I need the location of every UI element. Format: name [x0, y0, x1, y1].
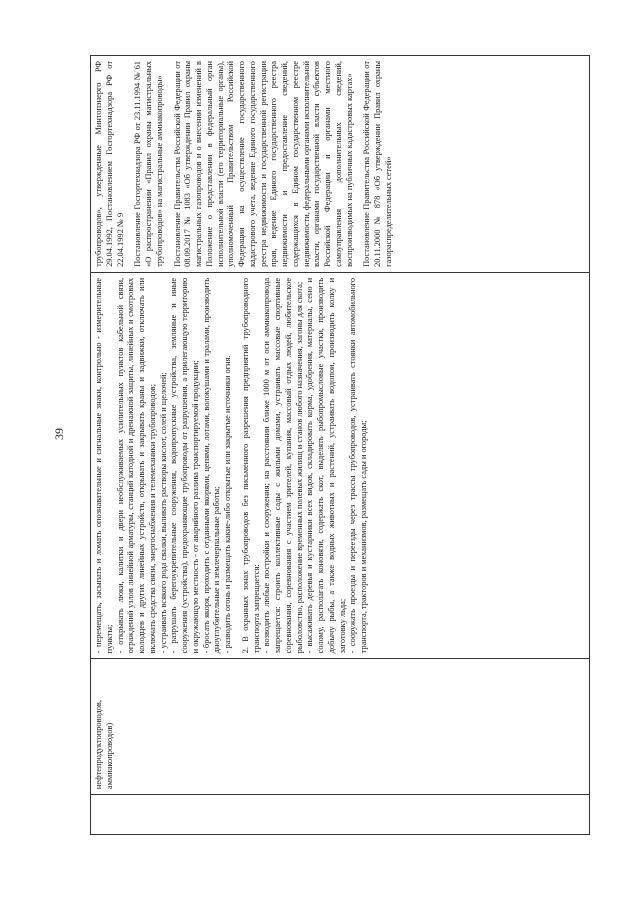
restriction-paragraph: - высаживать деревья и кустарники всех видов, складировать корма, удобрения, материалы, сено и солому, располагать коновязи, содержать скот, выделять рыбопромысловые участки, производить добычу рыбы, а также водных животных и растений, устраивать водопои, производить колку и заготовку льда; — [305, 277, 347, 654]
table-row — [91, 56, 590, 835]
restriction-paragraph: - возводить любые постройки и сооружения; на расстоянии ближе 1000 м от оси аммиакопровода запрещается: строить коллективные сады с жилыми домами, устраивать массовые спортивные соревнования, соревнования с участием зрителей, купания, массовый отдых людей, любительское рыболовство, расположение временных полевых жилищ и станов любого назначения, загоны для скота; — [262, 277, 304, 654]
regulation-table — [90, 55, 590, 835]
legal-paragraph: Постановление Правительства Российской Федерации от 08.09.2017 № 1083 «Об утверждении Правил охраны магистральных газопроводов и о внесении изменений в Положение о представлении в федеральный орган исполнительной власти (его территориальные органы), уполномоченный Правительством Российской Федерации на осуществление государственного кадастрового учета, ведение Единого государственного реестра недвижимости и государственной регистрации прав, ведение Единого государственного реестра недвижимости и предоставление сведений, содержащихся в Едином государственном реестре недвижимости, федеральными органами исполнительной власти, органами государственной власти субъектов Российской Федерации и органами местного самоуправления дополнительных сведений, воспроизводимых на публичных кадастровых картах» — [172, 61, 354, 267]
restriction-paragraph: - устраивать всякого рода свалки, выливать растворы кислот, солей и щелочей; — [158, 372, 168, 654]
restriction-paragraph: - сооружать проезды и переезды через трассы трубопроводов, устраивать стоянки автомобильного транспорта, тракторов и механизмов, размещать сады и огороды; — [348, 277, 368, 654]
cell-number — [91, 795, 590, 835]
restriction-paragraph: 2. В охранных зонах трубопроводов без письменного разрешения предприятий трубопроводного транспорта запрещается: — [240, 277, 261, 654]
paragraph-spacer — [234, 278, 241, 653]
restriction-paragraph: - бросать якоря, проходить с отданными якорями, цепями, лотами, волокушами и тралами, производить дноуглубительные и землечерпальные работы; — [201, 277, 222, 654]
paragraph-spacer — [355, 61, 362, 267]
rotated-table-container — [90, 55, 590, 835]
legal-paragraph: Постановление Правительства Российской Федерации от 20.11.2000 № 878 «Об утверждении Правил охраны газораспределительных сетей» — [362, 61, 393, 267]
legal-paragraph: трубопроводов», утвержденные Минтопэнерго РФ 29.04.1992, Постановлением Госгортехнадзора РФ от 22.04.1992 № 9 — [94, 61, 125, 267]
cell-legal-basis — [91, 56, 590, 273]
page-number: 39 — [52, 428, 66, 440]
restriction-paragraph: - разводить огонь и размещать какие-либо открытые или закрытые источники огня. — [223, 355, 232, 654]
paragraph-spacer — [166, 61, 173, 267]
paragraph-spacer — [126, 61, 133, 267]
restriction-paragraph: - перемещать, засыпать и ломать опознавательные и сигнальные знаки, контрольно - измерительные пункты; — [94, 277, 114, 654]
cell-object-type: нефтепродуктопроводов, аммиакопроводов) — [91, 659, 590, 795]
restriction-paragraph: - разрушать берегоукрепительные сооружения, водопропускные устройства, земляные и иные сооружения (устройства), предохраняющие трубопроводы от разрушения, а прилегающую территорию и окружающую местность - от аварийного разлива транспортируемой продукции; — [169, 277, 200, 654]
restriction-paragraph: - открывать люки, калитки и двери необслуживаемых усилительных пунктов кабельной связи, ограждений узлов линейной арматуры, станций катодной и дренажной защиты, линейных и смотровых колодцев и других линейных устройств, открывать и закрывать краны и задвижки, отключать или включать средства связи, энергоснабжения и телемеханики трубопроводов; — [115, 277, 157, 654]
legal-paragraph: Постановление Госгортехнадзора РФ от 23.11.1994 № 61 «О распространении «Правил охраны магистральных трубопроводов» на магистральные аммиакопроводы» — [133, 61, 164, 267]
cell-restrictions — [91, 272, 590, 658]
